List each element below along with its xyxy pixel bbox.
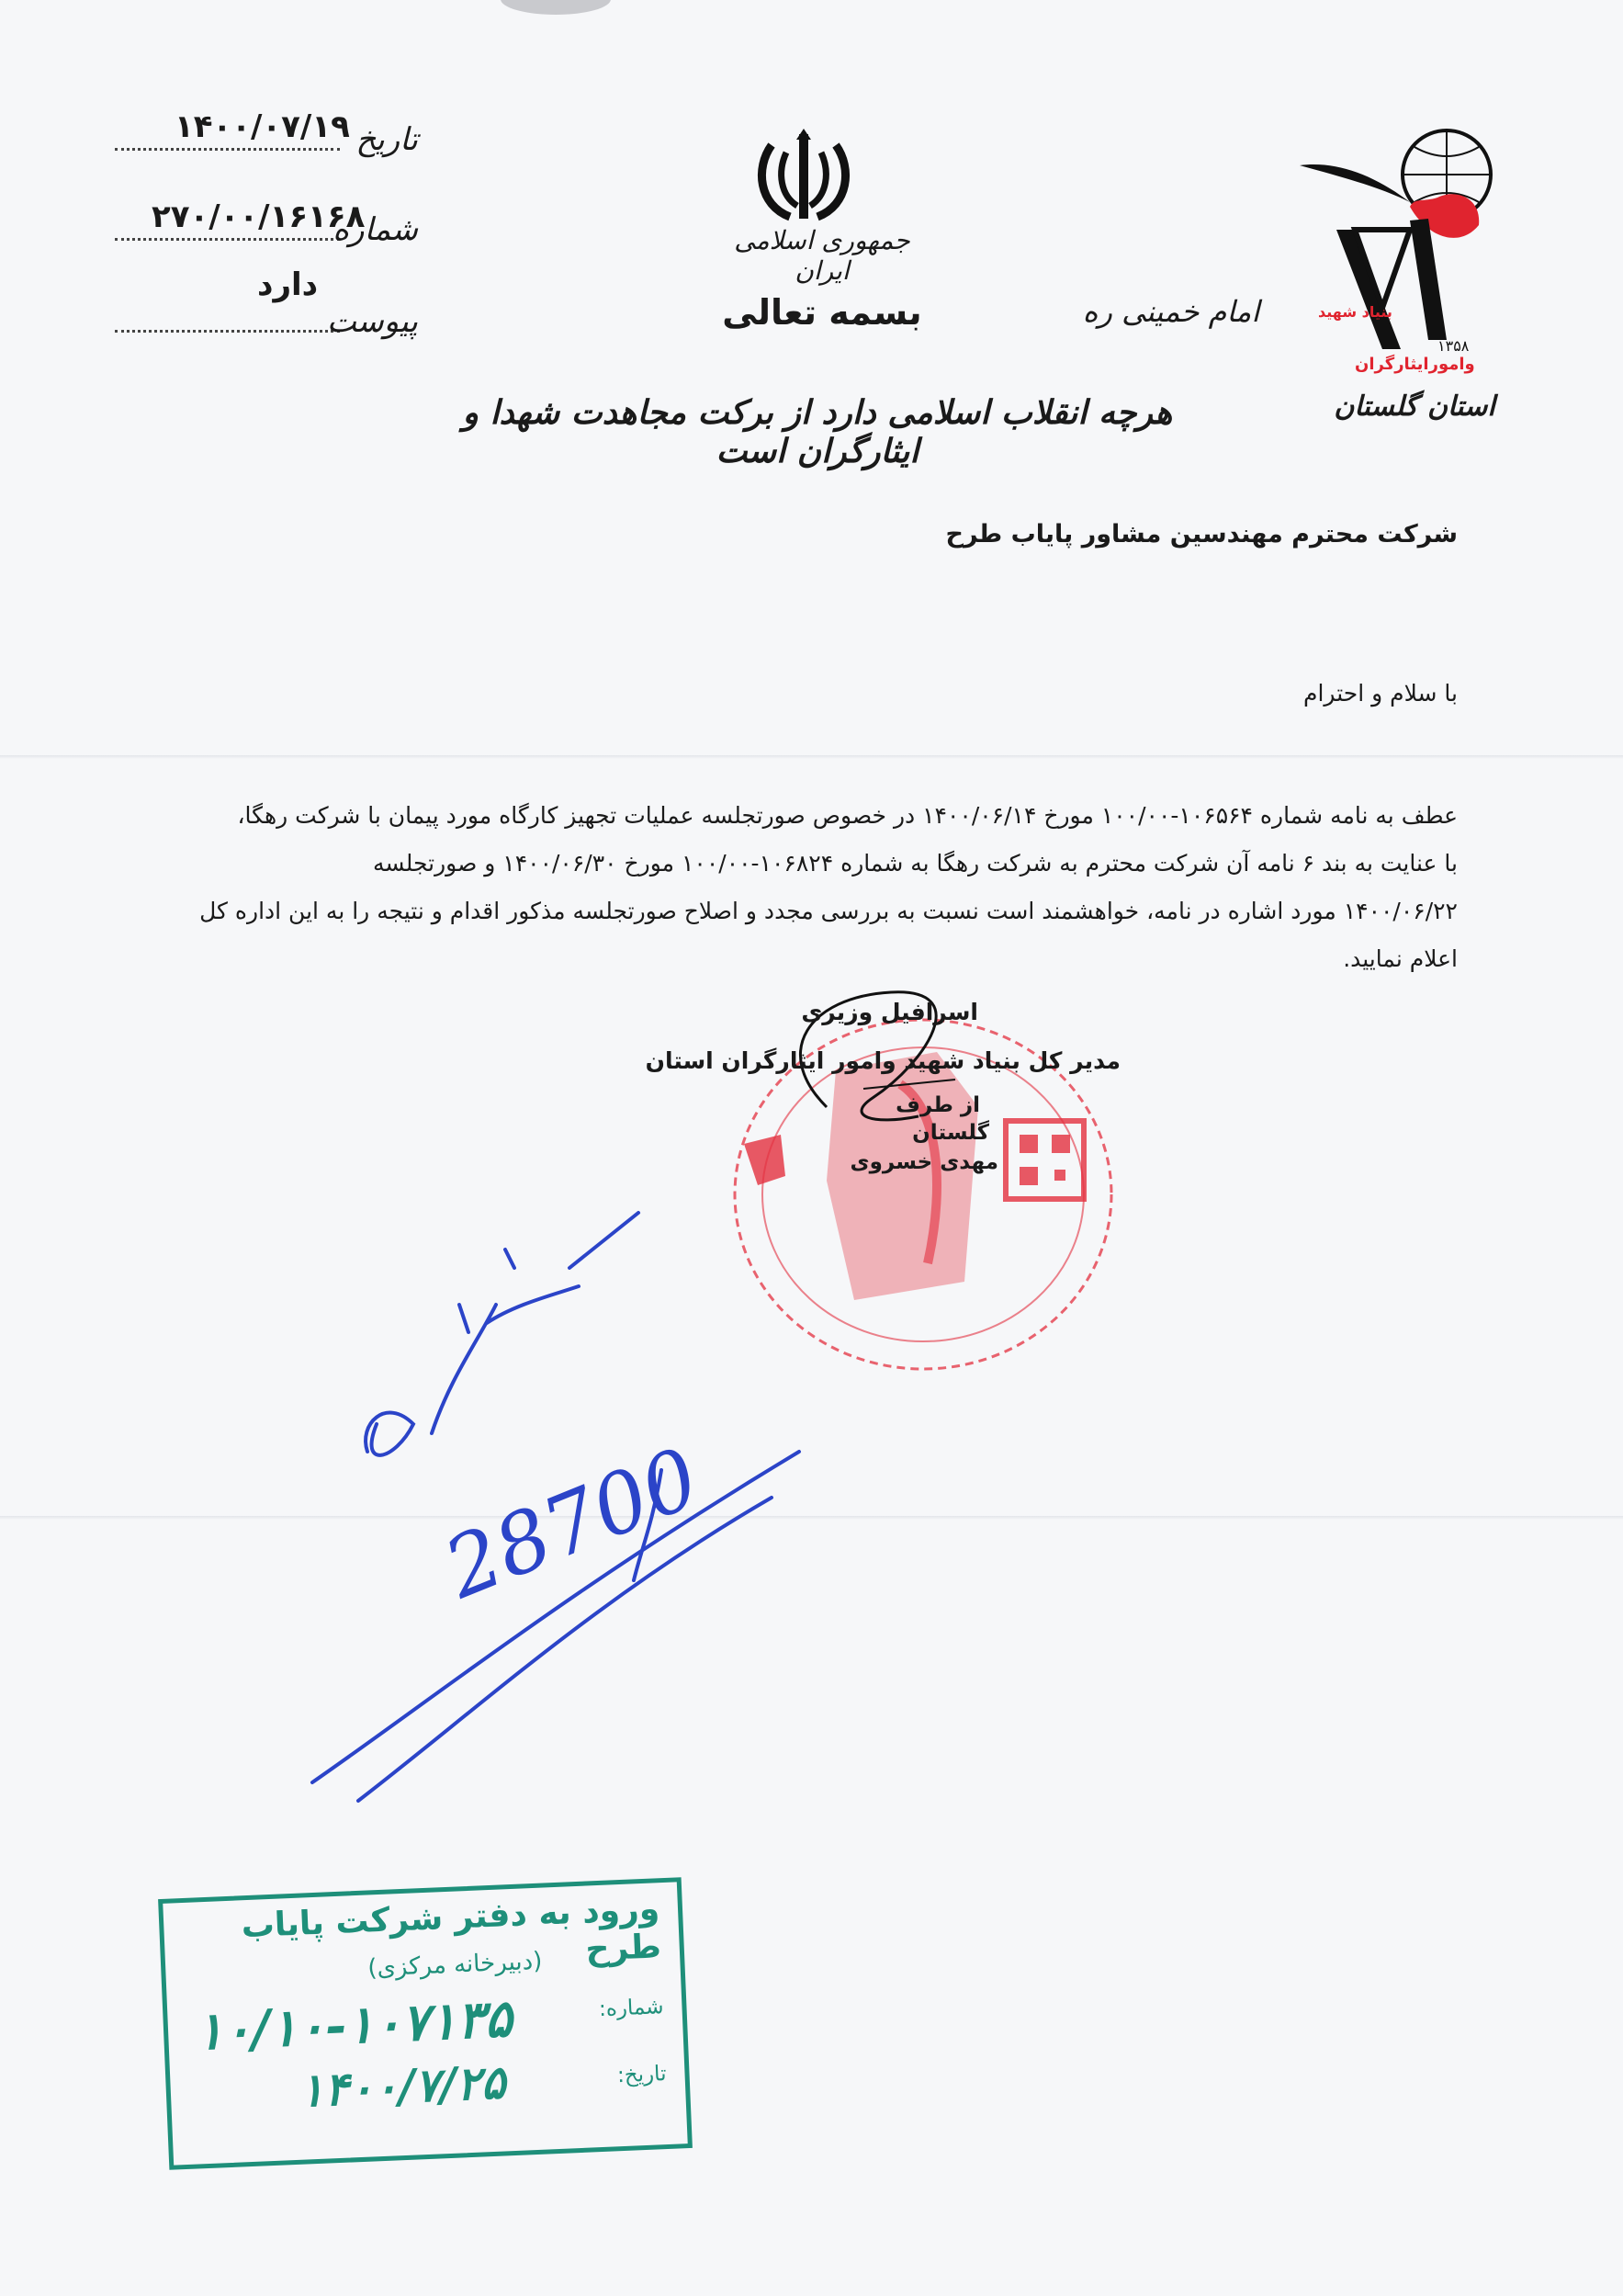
motto: هرچه انقلاب اسلامی دارد از برکت مجاهدت شهدا و ایثارگران است — [462, 393, 1173, 470]
signatory-province: گلستان — [912, 1121, 989, 1145]
logo-org: وامورایثارگران — [1355, 355, 1475, 374]
logo-province: استان گلستان — [1334, 390, 1495, 423]
qr-code-icon — [1006, 1121, 1084, 1199]
attachment-label: پیوست — [326, 303, 418, 340]
number-label: شماره — [332, 211, 418, 248]
received-stamp — [158, 1877, 693, 2170]
date-value: ۱۴۰۰/۰۷/۱۹ — [175, 108, 350, 145]
date-label: تاریخ — [355, 121, 418, 158]
signatory-title: مدیر کل بنیاد شهید وامور ایثارگران استان — [645, 1047, 1121, 1074]
foundation-logo — [1300, 110, 1511, 386]
stamp-date-label: تاریخ: — [616, 2062, 668, 2088]
handwritten-number: 28700 — [432, 1430, 713, 1618]
attachment-value: دارد — [257, 266, 319, 303]
greeting: با سلام و احترام — [1303, 680, 1458, 707]
dotted-line — [115, 148, 340, 151]
recipient: شرکت محترم مهندسین مشاور پایاب طرح — [945, 520, 1458, 549]
date-row — [115, 110, 418, 158]
handwritten-note — [294, 1194, 845, 1819]
dotted-line — [115, 330, 340, 333]
number-row — [115, 200, 418, 248]
stamp-number-label: شماره: — [598, 1995, 665, 2022]
body-line: اعلام نمایید. — [1343, 945, 1458, 972]
stamp-number-value: ۱۰/۱۰-۱۰۷۱۳۵ — [194, 1988, 513, 2063]
signed-by: مهدی خسروی — [850, 1150, 998, 1174]
basmala: بسمه تعالی — [722, 292, 922, 333]
body-line: ۱۴۰۰/۰۶/۲۲ مورد اشاره در نامه، خواهشمند است نسبت به بررسی مجدد و اصلاح صورتجلسه مذکور اقدام و نتیجه را به این اداره کل — [199, 898, 1458, 924]
on-behalf-of: از طرف — [896, 1093, 980, 1117]
stamp-title: ورود به دفتر شرکت پایاب طرح — [240, 1890, 662, 1969]
logo-year: ۱۳۵۸ — [1437, 337, 1470, 355]
logo-top-text: بنیاد شهید — [1318, 303, 1392, 321]
number-value: ۲۷۰/۰۰/۱۶۱۶۸ — [152, 198, 366, 235]
body-line: با عنایت به بند ۶ نامه آن شرکت محترم به شرکت رهگا به شماره ۱۰۶۸۲۴-۱۰۰/۰۰ مورخ ۱۴۰۰/۰۶/۳۰ و صورتجلسه — [373, 850, 1458, 877]
punch-hole — [501, 0, 611, 15]
signatory-name: اسرافیل وزیری — [801, 999, 978, 1025]
imam-inscription: امام خمینی ره — [1082, 294, 1260, 329]
country-name: جمهوری اسلامی ایران — [734, 225, 910, 286]
attachment-row — [115, 266, 418, 340]
iran-emblem-icon — [753, 127, 854, 228]
fold-line — [0, 755, 1623, 759]
body-line: عطف به نامه شماره ۱۰۶۵۶۴-۱۰۰/۰۰ مورخ ۱۴۰۰/۰۶/۱۴ در خصوص صورتجلسه عملیات تجهیز کارگاه مورد پیمان با شرکت رهگا، — [237, 802, 1458, 829]
stamp-date-value: ۱۴۰۰/۷/۲۵ — [298, 2054, 507, 2118]
stamp-subtitle: (دبیرخانه مرکزی) — [366, 1947, 543, 1983]
dotted-line — [115, 238, 340, 241]
